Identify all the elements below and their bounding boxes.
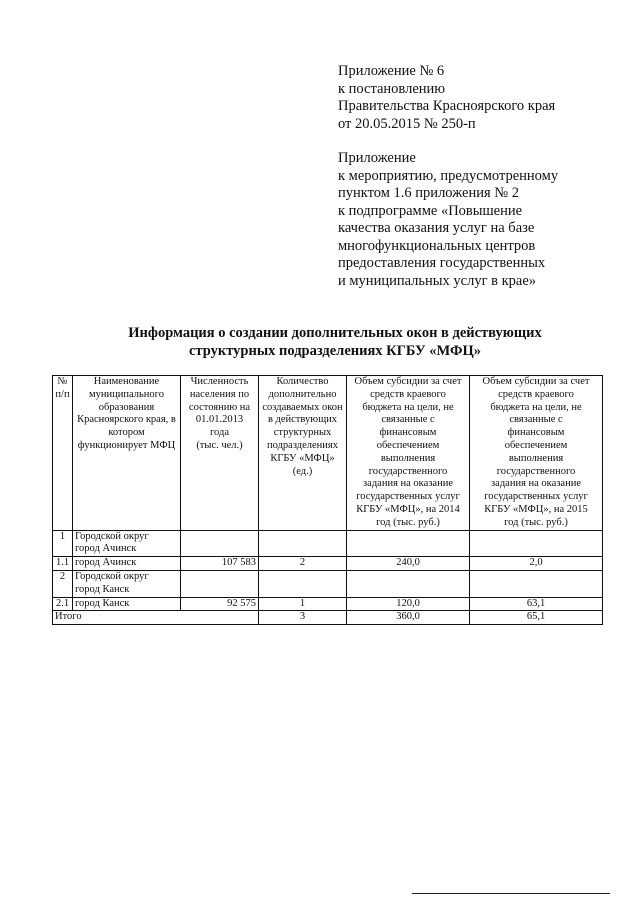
- table-row: [53, 557, 603, 571]
- title-line: Информация о создании дополнительных окон в действующих: [128, 325, 542, 341]
- table-total-row: [53, 611, 603, 625]
- row-windows: 1: [259, 597, 347, 611]
- row-population: 107 583: [181, 557, 259, 571]
- row-subsidy-2015: [470, 530, 603, 557]
- row-windows: [259, 570, 347, 597]
- row-number: 2.1: [53, 597, 73, 611]
- table-row: [53, 597, 603, 611]
- header-line: к постановлению: [338, 80, 446, 97]
- row-number: 1.1: [53, 557, 73, 571]
- header-number: № п/п: [53, 376, 73, 531]
- row-subsidy-2014: 240,0: [347, 557, 470, 571]
- row-subsidy-2015: 2,0: [470, 557, 603, 571]
- header-windows-count: Количество дополнительно создаваемых окон в действующих структурных подразделениях КГБУ «МФЦ» (ед.): [259, 376, 347, 531]
- header-line: Правительства Красноярского края: [338, 98, 556, 114]
- total-label: Итого: [53, 611, 259, 625]
- row-population: 92 575: [181, 597, 259, 611]
- header-subsidy-2015: Объем субсидии за счет средств краевого бюджета на цели, не связанные с финансовым обеспечением выполнения государственного задания на оказание государственных услуг КГБУ «МФЦ», на 2015 год (тыс. руб.): [470, 376, 603, 531]
- bottom-rule: [412, 893, 610, 894]
- header-subsidy-2014: Объем субсидии за счет средств краевого бюджета на цели, не связанные с финансовым обеспечением выполнения государственного задания на оказание государственных услуг КГБУ «МФЦ», на 2014 год (тыс. руб.): [347, 376, 470, 531]
- row-subsidy-2014: [347, 570, 470, 597]
- table-row: [53, 530, 603, 557]
- header-line: и муниципальных услуг в крае»: [338, 272, 537, 289]
- row-subsidy-2015: [470, 570, 603, 597]
- header-population: Численность населения по состоянию на 01.01.2013 года (тыс. чел.): [181, 376, 259, 531]
- row-name: город Канск: [73, 597, 181, 611]
- header-municipality: Наименование муниципального образования Красноярского края, в котором функционирует МФЦ: [73, 376, 181, 531]
- table-row: [53, 570, 603, 597]
- header-line: Приложение № 6: [338, 63, 445, 79]
- row-number: 2: [53, 570, 73, 597]
- row-subsidy-2014: [347, 530, 470, 557]
- total-subsidy-2015: 65,1: [470, 611, 603, 625]
- row-name: Городской округ город Ачинск: [73, 530, 181, 557]
- total-windows: 3: [259, 611, 347, 625]
- header-line: Приложение: [338, 150, 416, 166]
- row-windows: 2: [259, 557, 347, 571]
- title-line: структурных подразделениях КГБУ «МФЦ»: [189, 343, 481, 359]
- header-line: от 20.05.2015 № 250-п: [338, 115, 476, 132]
- header-line: к подпрограмме «Повышение: [338, 202, 523, 219]
- document-title: [60, 324, 610, 360]
- header-line: качества оказания услуг на базе: [338, 220, 535, 236]
- row-population: [181, 530, 259, 557]
- appendix-6-header: [338, 63, 555, 133]
- row-name: город Ачинск: [73, 557, 181, 571]
- header-line: к мероприятию, предусмотренному: [338, 167, 559, 184]
- table-header-row: [53, 376, 603, 531]
- row-name: Городской округ город Канск: [73, 570, 181, 597]
- header-line: предоставления государственных: [338, 255, 546, 271]
- row-population: [181, 570, 259, 597]
- row-subsidy-2015: 63,1: [470, 597, 603, 611]
- windows-table: [52, 375, 603, 625]
- appendix-header: [338, 150, 558, 290]
- total-subsidy-2014: 360,0: [347, 611, 470, 625]
- row-number: 1: [53, 530, 73, 557]
- row-windows: [259, 530, 347, 557]
- row-subsidy-2014: 120,0: [347, 597, 470, 611]
- header-line: пунктом 1.6 приложения № 2: [338, 185, 519, 201]
- header-line: многофункциональных центров: [338, 237, 536, 254]
